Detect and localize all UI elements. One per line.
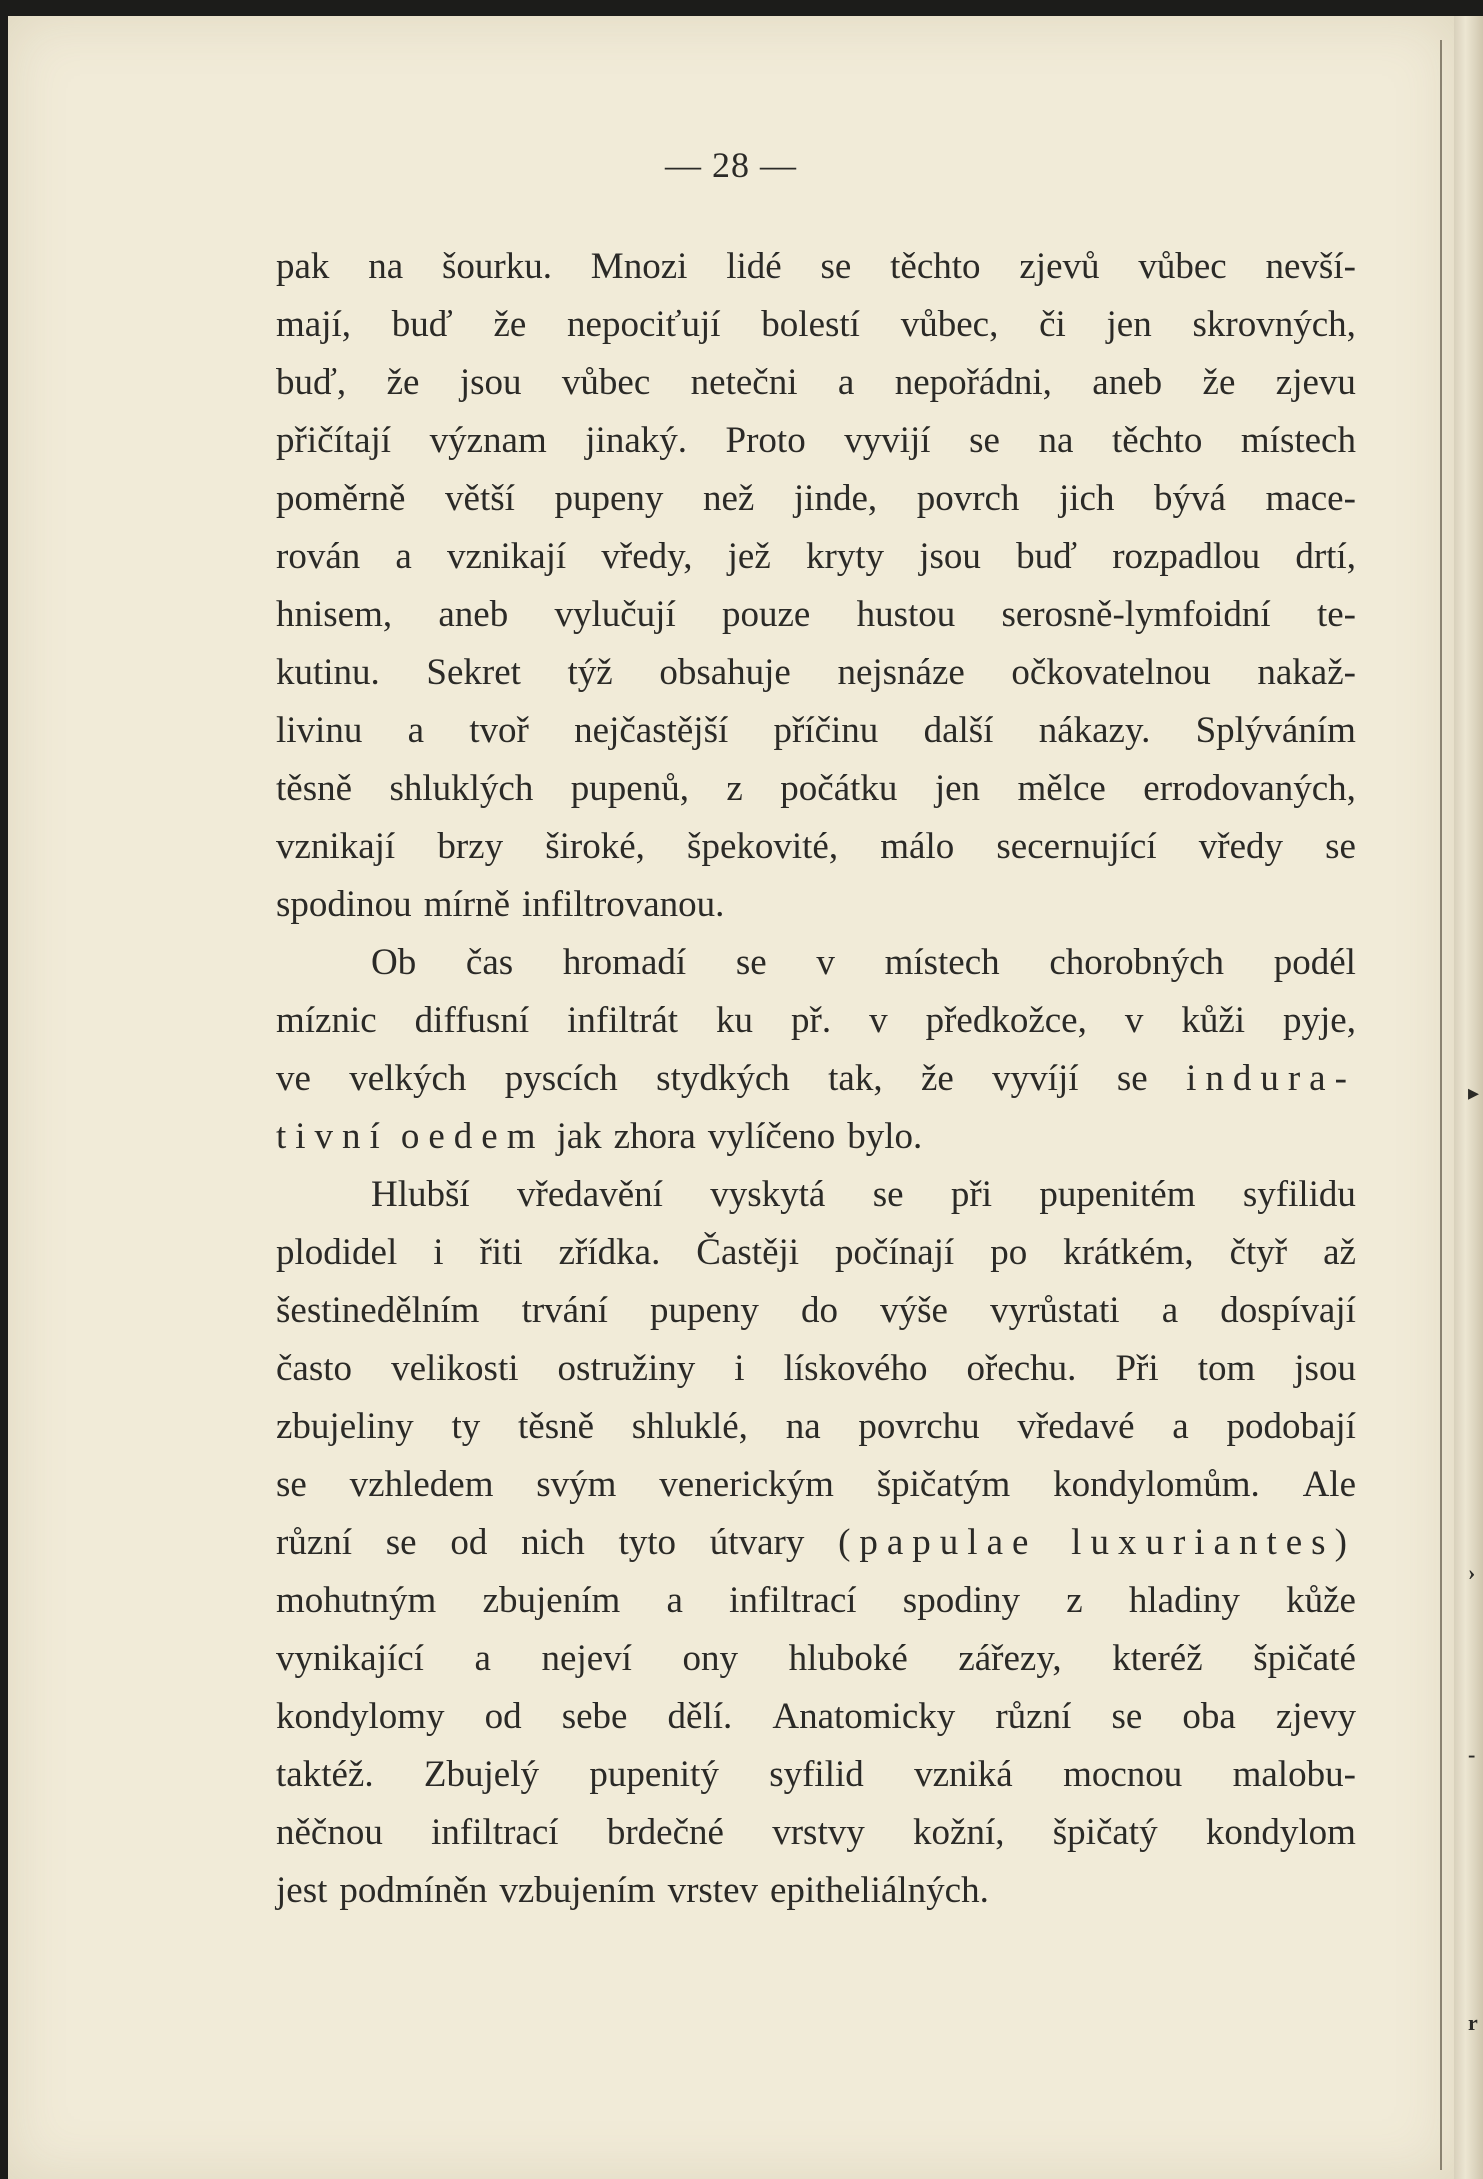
word: kožní, — [913, 1812, 1005, 1853]
word: syfilidu — [1242, 1174, 1356, 1215]
word: na — [1038, 420, 1074, 461]
word: mace- — [1265, 478, 1356, 519]
word: těsně — [276, 768, 353, 809]
word: kůže — [1286, 1580, 1356, 1621]
word: svým — [536, 1464, 617, 1505]
word: místech — [1240, 420, 1356, 461]
text-line — [276, 702, 1356, 760]
text-line — [276, 1108, 1356, 1166]
word: indura- — [1186, 1058, 1356, 1099]
word: buď, — [276, 362, 347, 403]
word: v — [1124, 1000, 1144, 1041]
word: dělí. — [667, 1696, 733, 1737]
word: (papulae — [838, 1522, 1038, 1563]
word: infiltrací — [729, 1580, 857, 1621]
word: zbujením — [482, 1580, 621, 1621]
word: nepociťují — [567, 304, 721, 345]
margin-mark: › — [1468, 1560, 1476, 1585]
word: aneb — [1092, 362, 1163, 403]
word: pupeny — [650, 1290, 759, 1331]
text-line — [276, 760, 1356, 818]
text-line — [276, 354, 1356, 412]
word: vůbec — [1138, 246, 1227, 287]
word: brzy — [437, 826, 504, 867]
word: čtyř — [1229, 1232, 1288, 1273]
word: jak — [556, 1116, 602, 1157]
word: či — [1039, 304, 1066, 345]
word: netečni — [690, 362, 798, 403]
word: že — [920, 1058, 954, 1099]
word: zjevy — [1275, 1696, 1356, 1737]
word: vředavé — [1017, 1406, 1135, 1447]
word: vrstev — [667, 1870, 758, 1911]
word: shluklých — [389, 768, 534, 809]
word: ostružiny — [557, 1348, 696, 1389]
word: i — [433, 1232, 444, 1273]
word: spodiny — [902, 1580, 1020, 1621]
text-line — [276, 1688, 1356, 1746]
word: obsahuje — [659, 652, 791, 693]
word: podobají — [1226, 1406, 1356, 1447]
word: taktéž. — [276, 1754, 374, 1795]
text-line — [276, 1572, 1356, 1630]
word: podmíněn — [339, 1870, 488, 1911]
word: těsně — [518, 1406, 595, 1447]
word: mělce — [1017, 768, 1106, 809]
word: se — [1116, 1058, 1148, 1099]
word: vylučují — [554, 594, 676, 635]
word: jež — [727, 536, 771, 577]
word: hustou — [856, 594, 956, 635]
word: venerickým — [659, 1464, 834, 1505]
text-line — [276, 1398, 1356, 1456]
word: nevší- — [1265, 246, 1356, 287]
word: vůbec — [561, 362, 651, 403]
word: široké, — [545, 826, 645, 867]
word: velikosti — [391, 1348, 519, 1389]
word: nakaž- — [1257, 652, 1356, 693]
word: plodidel — [276, 1232, 398, 1273]
word: při — [950, 1174, 992, 1215]
word: trvání — [521, 1290, 608, 1331]
word: př. — [791, 1000, 832, 1041]
word: shluklé, — [631, 1406, 748, 1447]
word: vředy, — [601, 536, 693, 577]
word: pak — [276, 246, 330, 287]
text-line — [276, 1630, 1356, 1688]
word: bolestí — [761, 304, 860, 345]
word: spodinou — [276, 884, 412, 925]
word: a — [474, 1638, 491, 1679]
body-text — [276, 238, 1356, 1920]
word: ve — [276, 1058, 311, 1099]
word: hromadí — [562, 942, 687, 983]
word: do — [801, 1290, 839, 1331]
word: špekovité, — [687, 826, 839, 867]
word: zjevu — [1275, 362, 1356, 403]
word: kondylomy — [276, 1696, 445, 1737]
word: nákazy. — [1038, 710, 1151, 751]
word: hladiny — [1128, 1580, 1240, 1621]
word: vyvijí — [844, 420, 931, 461]
word: poměrně — [276, 478, 406, 519]
word: diffusní — [414, 1000, 530, 1041]
word: nejčastější — [574, 710, 729, 751]
word: zhora — [613, 1116, 696, 1157]
word: vylíčeno — [707, 1116, 836, 1157]
word: kryty — [805, 536, 885, 577]
text-line — [276, 470, 1356, 528]
word: špičatým — [876, 1464, 1011, 1505]
word: a — [1161, 1290, 1179, 1331]
word: tom — [1197, 1348, 1256, 1389]
word: od — [450, 1522, 488, 1563]
word: šestinedělním — [276, 1290, 480, 1331]
word: že — [493, 304, 527, 345]
word: zjevů — [1019, 246, 1100, 287]
word: vzbujením — [499, 1870, 656, 1911]
word: jsou — [919, 536, 981, 577]
word: různí — [995, 1696, 1072, 1737]
word: Častěji — [696, 1232, 800, 1273]
word: Při — [1115, 1348, 1159, 1389]
word: vyrůstati — [990, 1290, 1120, 1331]
word: te- — [1316, 594, 1356, 635]
text-line — [276, 1166, 1356, 1224]
margin-mark: - — [1468, 1742, 1476, 1767]
word: tyto — [618, 1522, 677, 1563]
word: těchto — [1111, 420, 1203, 461]
text-line — [276, 1804, 1356, 1862]
word: jen — [1106, 304, 1152, 345]
word: drtí, — [1295, 536, 1356, 577]
word: epitheliálných. — [770, 1870, 989, 1911]
page-number: — 28 — — [665, 145, 797, 185]
word: stydkých — [656, 1058, 790, 1099]
word: zářezy, — [958, 1638, 1062, 1679]
word: až — [1323, 1232, 1356, 1273]
word: útvary — [709, 1522, 805, 1563]
word: místech — [884, 942, 1000, 983]
word: Sekret — [426, 652, 521, 693]
word: v — [869, 1000, 888, 1041]
word: ony — [682, 1638, 738, 1679]
word: i — [734, 1348, 745, 1389]
text-line — [276, 528, 1356, 586]
word: malobu- — [1232, 1754, 1356, 1795]
text-line — [276, 644, 1356, 702]
word: ty — [451, 1406, 481, 1447]
word: předkožce, — [925, 1000, 1087, 1041]
word: šourku. — [442, 246, 552, 287]
word: oedem — [400, 1116, 545, 1157]
word: krátkém, — [1063, 1232, 1194, 1273]
word: rován — [276, 536, 361, 577]
word: vzniká — [914, 1754, 1013, 1795]
word: jinde, — [793, 478, 878, 519]
word: a — [837, 362, 855, 403]
word: jich — [1059, 478, 1115, 519]
word: errodovaných, — [1143, 768, 1356, 809]
word: Ob — [371, 942, 417, 983]
word: se — [969, 420, 1000, 461]
word: se — [735, 942, 767, 983]
word: nejeví — [541, 1638, 632, 1679]
word: očkovatelnou — [1011, 652, 1211, 693]
word: na — [785, 1406, 821, 1447]
word: zbujeliny — [276, 1406, 414, 1447]
word: Ale — [1302, 1464, 1356, 1505]
word: po — [990, 1232, 1028, 1273]
word: infiltrací — [431, 1812, 559, 1853]
word: syfilid — [769, 1754, 864, 1795]
margin-mark: ▸ — [1468, 1080, 1480, 1105]
word: počátku — [780, 768, 898, 809]
word: nejsnáze — [837, 652, 965, 693]
word: se — [276, 1464, 307, 1505]
word: týž — [567, 652, 613, 693]
word: mocnou — [1063, 1754, 1183, 1795]
word: než — [702, 478, 755, 519]
word: Zbujelý — [423, 1754, 540, 1795]
text-line — [276, 586, 1356, 644]
word: se — [1111, 1696, 1143, 1737]
word: že — [1202, 362, 1236, 403]
word: další — [923, 710, 994, 751]
word: špičaté — [1253, 1638, 1356, 1679]
word: těchto — [890, 246, 981, 287]
word: něčnou — [276, 1812, 383, 1853]
word: pyscích — [504, 1058, 618, 1099]
word: pouze — [721, 594, 811, 635]
word: lískového — [783, 1348, 928, 1389]
text-line — [276, 1050, 1356, 1108]
word: velkých — [349, 1058, 467, 1099]
word: vznikají — [276, 826, 396, 867]
word: zřídka. — [558, 1232, 661, 1273]
text-line — [276, 1224, 1356, 1282]
word: řiti — [479, 1232, 523, 1273]
word: často — [276, 1348, 353, 1389]
word: výše — [880, 1290, 948, 1331]
word: luxuriantes) — [1071, 1522, 1356, 1563]
word: význam — [429, 420, 547, 461]
word: v — [816, 942, 835, 983]
word: serosně-lymfoidní — [1001, 594, 1271, 635]
text-line — [276, 1862, 1356, 1920]
word: pupenů, — [570, 768, 689, 809]
word: jen — [934, 768, 981, 809]
word: vzhledem — [349, 1464, 494, 1505]
word: vůbec, — [900, 304, 999, 345]
word: Anatomicky — [772, 1696, 956, 1737]
word: vynikající — [276, 1638, 424, 1679]
word: lidé — [726, 246, 782, 287]
word: od — [484, 1696, 522, 1737]
book-page — [8, 16, 1454, 2179]
word: Hlubší — [371, 1174, 470, 1215]
word: buď — [1016, 536, 1078, 577]
word: infiltrát — [567, 1000, 679, 1041]
word: nich — [521, 1522, 585, 1563]
word: málo — [880, 826, 955, 867]
word: kondylomům. — [1053, 1464, 1260, 1505]
word: hluboké — [788, 1638, 908, 1679]
word: přičítají — [276, 420, 392, 461]
text-line — [276, 296, 1356, 354]
word: z — [726, 768, 743, 809]
word: a — [395, 536, 412, 577]
word: různí — [276, 1522, 353, 1563]
word: pupenitý — [589, 1754, 719, 1795]
word: špičatý — [1052, 1812, 1158, 1853]
word: se — [872, 1174, 904, 1215]
word: oba — [1182, 1696, 1236, 1737]
word: se — [385, 1522, 417, 1563]
word: vrstvy — [772, 1812, 865, 1853]
word: hnisem, — [276, 594, 393, 635]
word: že — [386, 362, 420, 403]
word: větší — [445, 478, 515, 519]
word: mírně — [423, 884, 510, 925]
word: Splýváním — [1195, 710, 1356, 751]
word: jsou — [1294, 1348, 1356, 1389]
word: počínají — [835, 1232, 955, 1273]
word: secernující — [996, 826, 1157, 867]
word: mají, — [276, 304, 352, 345]
word: pyje, — [1283, 1000, 1356, 1041]
word: míznic — [276, 1000, 377, 1041]
word: se — [1325, 826, 1356, 867]
word: povrchu — [858, 1406, 980, 1447]
word: jinaký. — [585, 420, 687, 461]
word: kondylom — [1205, 1812, 1356, 1853]
word: pupeny — [554, 478, 664, 519]
word: kutinu. — [276, 652, 380, 693]
word: ku — [716, 1000, 754, 1041]
word: a — [407, 710, 425, 751]
word: povrch — [916, 478, 1020, 519]
word: ořechu. — [966, 1348, 1077, 1389]
word: vředy — [1198, 826, 1284, 867]
text-line — [276, 1514, 1356, 1572]
word: rozpadlou — [1112, 536, 1261, 577]
text-line — [276, 876, 1356, 934]
word: nepořádni, — [894, 362, 1052, 403]
text-line — [276, 992, 1356, 1050]
word: pupenitém — [1039, 1174, 1196, 1215]
word: a — [1172, 1406, 1189, 1447]
word: kůži — [1181, 1000, 1246, 1041]
word: příčinu — [773, 710, 879, 751]
word: tivní — [276, 1116, 389, 1157]
word: čas — [465, 942, 514, 983]
word: na — [368, 246, 404, 287]
word: infiltrovanou. — [522, 884, 725, 925]
word: Proto — [725, 420, 806, 461]
word: se — [820, 246, 852, 287]
word: Mnozi — [590, 246, 688, 287]
word: aneb — [438, 594, 509, 635]
word: vznikají — [447, 536, 567, 577]
margin-mark: r — [1468, 2010, 1478, 2035]
word: brdečné — [606, 1812, 724, 1853]
text-line — [276, 818, 1356, 876]
text-line — [276, 1340, 1356, 1398]
text-line — [276, 238, 1356, 296]
word: sebe — [561, 1696, 628, 1737]
word: dospívají — [1220, 1290, 1356, 1331]
word: vyskytá — [710, 1174, 826, 1215]
word: a — [666, 1580, 683, 1621]
word: chorobných — [1049, 942, 1225, 983]
word: vředavění — [517, 1174, 663, 1215]
word: jsou — [459, 362, 522, 403]
word: bylo. — [847, 1116, 923, 1157]
page-edge-line — [1440, 40, 1442, 2170]
word: buď — [391, 304, 453, 345]
text-line — [276, 1456, 1356, 1514]
word: vyvíjí — [992, 1058, 1079, 1099]
text-line — [276, 1746, 1356, 1804]
word: livinu — [276, 710, 363, 751]
text-line — [276, 412, 1356, 470]
word: bývá — [1154, 478, 1226, 519]
word: tak, — [828, 1058, 883, 1099]
text-line — [276, 934, 1356, 992]
word: z — [1066, 1580, 1083, 1621]
word: tvoř — [469, 710, 529, 751]
word: mohutným — [276, 1580, 437, 1621]
word: jest — [276, 1870, 328, 1911]
text-line — [276, 1282, 1356, 1340]
word: kteréž — [1112, 1638, 1203, 1679]
word: podél — [1273, 942, 1356, 983]
word: skrovných, — [1192, 304, 1356, 345]
